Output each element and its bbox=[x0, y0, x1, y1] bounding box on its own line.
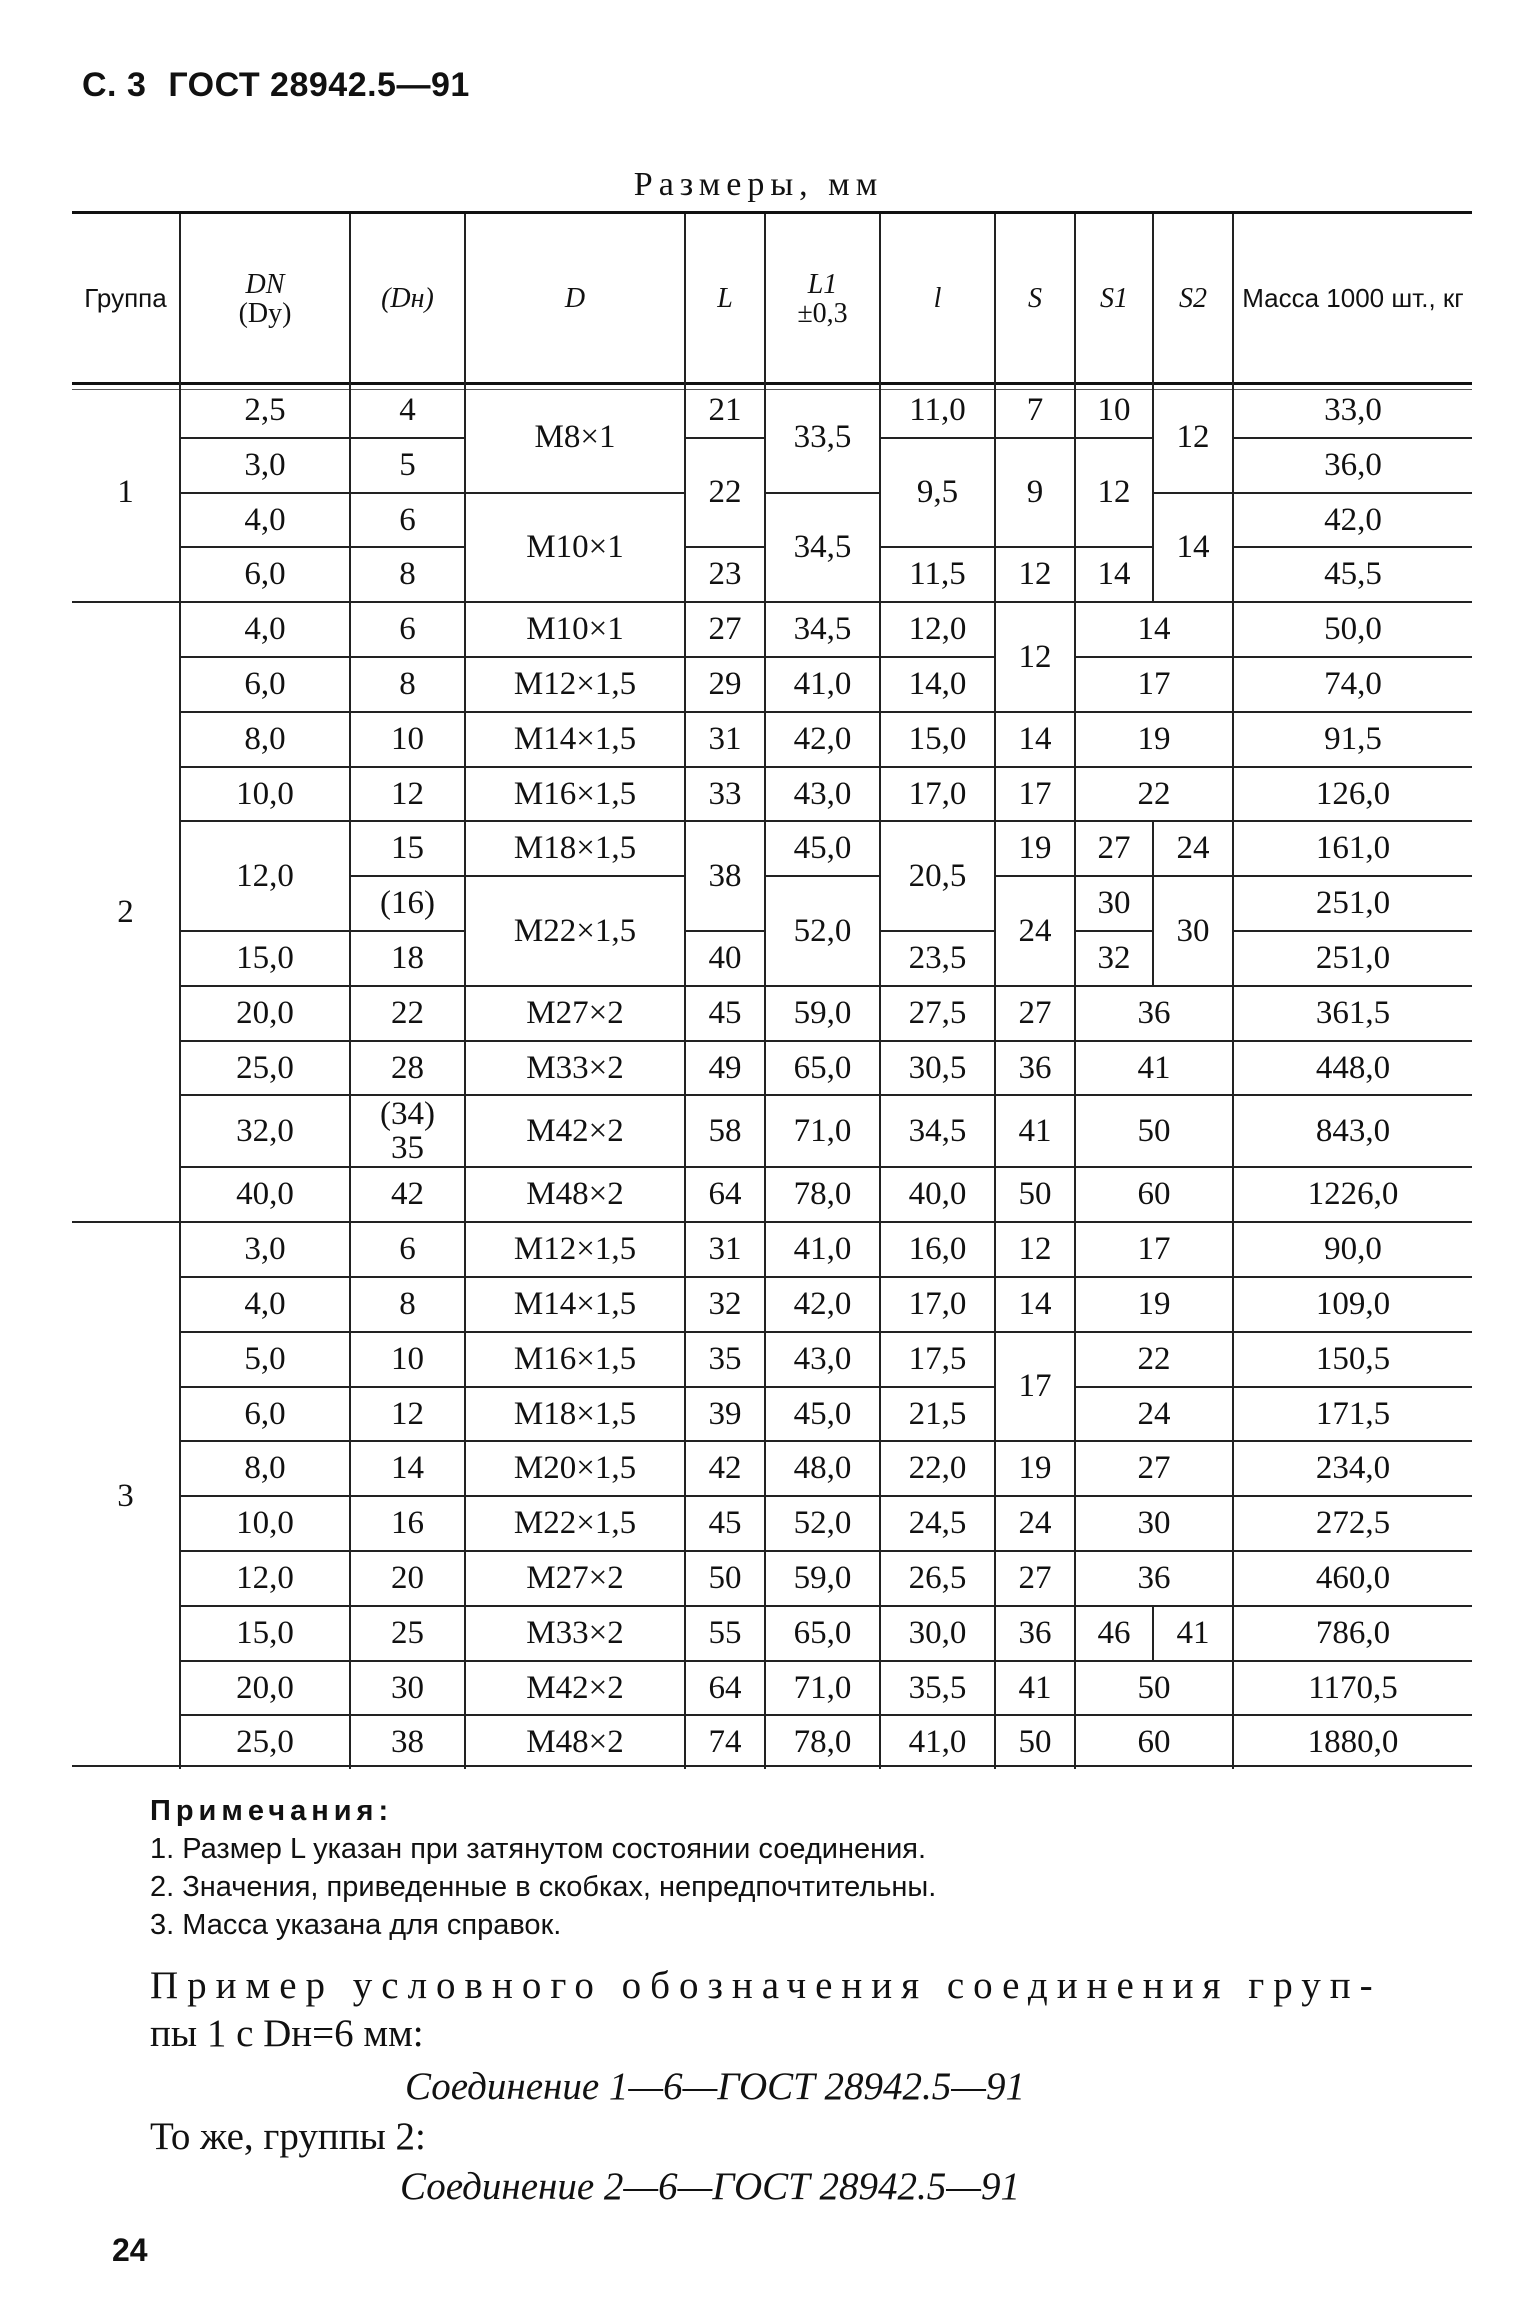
mass-cell: 1170,5 bbox=[1233, 1661, 1472, 1716]
s1-s2-cell: 30 bbox=[1075, 1496, 1233, 1551]
designation-example bbox=[150, 1962, 1470, 2058]
l1-cell: 41,0 bbox=[765, 657, 880, 712]
d-cell: M16×1,5 bbox=[465, 1332, 685, 1387]
mass-cell: 460,0 bbox=[1233, 1551, 1472, 1606]
l-small-cell: 17,0 bbox=[880, 767, 995, 822]
l1-cell: 45,0 bbox=[765, 1387, 880, 1442]
d-cell: M14×1,5 bbox=[465, 712, 685, 767]
dn-cell: 3,0 bbox=[180, 1222, 350, 1277]
s1-cell: 32 bbox=[1075, 931, 1153, 986]
notes-title: Примечания: bbox=[150, 1795, 394, 1827]
mass-cell: 251,0 bbox=[1233, 876, 1472, 931]
l-cap-cell: 64 bbox=[685, 1167, 765, 1222]
s1-s2-cell: 17 bbox=[1075, 1222, 1233, 1277]
l-small-cell: 23,5 bbox=[880, 931, 995, 986]
table-row bbox=[72, 1041, 1472, 1096]
s1-s2-cell: 27 bbox=[1075, 1441, 1233, 1496]
s2-cell: 41 bbox=[1153, 1606, 1233, 1661]
l1-cell: 59,0 bbox=[765, 1551, 880, 1606]
l1-cell: 42,0 bbox=[765, 712, 880, 767]
l1-cell: 52,0 bbox=[765, 1496, 880, 1551]
table-row bbox=[72, 1387, 1472, 1442]
table-row bbox=[72, 1441, 1472, 1496]
d-cell: M12×1,5 bbox=[465, 1222, 685, 1277]
note-item: 2. Значения, приведенные в скобках, непредпочтительны. bbox=[150, 1871, 937, 1903]
table-row bbox=[72, 602, 1472, 657]
dn-cell: 4,0 bbox=[180, 602, 350, 657]
d-cell: M27×2 bbox=[465, 986, 685, 1041]
l-small-cell: 11,5 bbox=[880, 547, 995, 602]
d-cell: M20×1,5 bbox=[465, 1441, 685, 1496]
mass-cell: 36,0 bbox=[1233, 438, 1472, 493]
s2-cell: 14 bbox=[1153, 493, 1233, 603]
table-row bbox=[72, 1095, 1472, 1167]
s1-s2-cell: 41 bbox=[1075, 1041, 1233, 1096]
same-group-2-label: То же, группы 2: bbox=[150, 2115, 426, 2158]
l1-cell: 59,0 bbox=[765, 986, 880, 1041]
d-cell: M48×2 bbox=[465, 1715, 685, 1769]
l-cap-cell: 49 bbox=[685, 1041, 765, 1096]
dh-cell: 25 bbox=[350, 1606, 465, 1661]
dn-cell: 20,0 bbox=[180, 1661, 350, 1716]
l-small-cell: 27,5 bbox=[880, 986, 995, 1041]
s1-s2-cell: 60 bbox=[1075, 1167, 1233, 1222]
l-small-cell: 16,0 bbox=[880, 1222, 995, 1277]
mass-cell: 150,5 bbox=[1233, 1332, 1472, 1387]
dh-cell: 15 bbox=[350, 821, 465, 876]
d-cell: M18×1,5 bbox=[465, 821, 685, 876]
l-cap-cell: 22 bbox=[685, 438, 765, 548]
table-row bbox=[72, 493, 1472, 548]
table-caption: Размеры, мм bbox=[633, 166, 884, 203]
table-row bbox=[72, 384, 1472, 438]
dh-cell: 30 bbox=[350, 1661, 465, 1716]
dh-cell: 28 bbox=[350, 1041, 465, 1096]
s1-cell: 10 bbox=[1075, 384, 1153, 438]
table-row bbox=[72, 1332, 1472, 1387]
s-cell: 17 bbox=[995, 1332, 1075, 1442]
l-cap-cell: 45 bbox=[685, 1496, 765, 1551]
l-cap-cell: 55 bbox=[685, 1606, 765, 1661]
mass-cell: 1226,0 bbox=[1233, 1167, 1472, 1222]
col-dn: DN (Dу) bbox=[180, 214, 350, 384]
l-small-cell: 30,5 bbox=[880, 1041, 995, 1096]
d-cell: M18×1,5 bbox=[465, 1387, 685, 1442]
dimensions-table bbox=[72, 214, 1472, 1769]
s-cell: 12 bbox=[995, 547, 1075, 602]
table-header-row bbox=[72, 214, 1472, 384]
l1-cell: 48,0 bbox=[765, 1441, 880, 1496]
group-cell: 2 bbox=[72, 602, 180, 1222]
mass-cell: 448,0 bbox=[1233, 1041, 1472, 1096]
dn-cell: 2,5 bbox=[180, 384, 350, 438]
dn-cell: 12,0 bbox=[180, 821, 350, 931]
dh-cell: 14 bbox=[350, 1441, 465, 1496]
s1-s2-cell: 22 bbox=[1075, 767, 1233, 822]
s-cell: 41 bbox=[995, 1661, 1075, 1716]
l1-cell: 41,0 bbox=[765, 1222, 880, 1277]
dh-cell: 6 bbox=[350, 602, 465, 657]
dh-cell: 42 bbox=[350, 1167, 465, 1222]
l1-cell: 65,0 bbox=[765, 1606, 880, 1661]
dn-cell: 6,0 bbox=[180, 1387, 350, 1442]
l-small-cell: 34,5 bbox=[880, 1095, 995, 1167]
table-row bbox=[72, 1222, 1472, 1277]
col-s: S bbox=[995, 214, 1075, 384]
s-cell: 12 bbox=[995, 602, 1075, 712]
dn-cell: 12,0 bbox=[180, 1551, 350, 1606]
note-item: 1. Размер L указан при затянутом состоянии соединения. bbox=[150, 1833, 927, 1865]
table-row bbox=[72, 1496, 1472, 1551]
s-cell: 50 bbox=[995, 1715, 1075, 1769]
dn-cell: 25,0 bbox=[180, 1715, 350, 1769]
l1-cell: 78,0 bbox=[765, 1715, 880, 1769]
table-row bbox=[72, 657, 1472, 712]
l-small-cell: 11,0 bbox=[880, 384, 995, 438]
l1-cell: 34,5 bbox=[765, 493, 880, 603]
s-cell: 36 bbox=[995, 1041, 1075, 1096]
l-cap-cell: 31 bbox=[685, 1222, 765, 1277]
mass-cell: 1880,0 bbox=[1233, 1715, 1472, 1769]
dh-value-alt: 35 bbox=[391, 1130, 424, 1167]
mass-cell: 272,5 bbox=[1233, 1496, 1472, 1551]
l-cap-cell: 35 bbox=[685, 1332, 765, 1387]
d-cell: M22×1,5 bbox=[465, 876, 685, 986]
s1-s2-cell: 14 bbox=[1075, 602, 1233, 657]
mass-cell: 843,0 bbox=[1233, 1095, 1472, 1167]
s-cell: 19 bbox=[995, 1441, 1075, 1496]
dh-cell: 18 bbox=[350, 931, 465, 986]
d-cell: M42×2 bbox=[465, 1661, 685, 1716]
dh-cell: 5 bbox=[350, 438, 465, 493]
dn-cell: 10,0 bbox=[180, 1496, 350, 1551]
l-small-cell: 12,0 bbox=[880, 602, 995, 657]
dn-cell: 6,0 bbox=[180, 657, 350, 712]
d-cell: M10×1 bbox=[465, 602, 685, 657]
l-small-cell: 15,0 bbox=[880, 712, 995, 767]
l-cap-cell: 74 bbox=[685, 1715, 765, 1769]
dn-cell: 5,0 bbox=[180, 1332, 350, 1387]
l1-cell: 78,0 bbox=[765, 1167, 880, 1222]
dh-cell: 16 bbox=[350, 1496, 465, 1551]
table-row bbox=[72, 767, 1472, 822]
l1-cell: 65,0 bbox=[765, 1041, 880, 1096]
dn-cell: 15,0 bbox=[180, 1606, 350, 1661]
mass-cell: 42,0 bbox=[1233, 493, 1472, 548]
d-cell: M8×1 bbox=[465, 384, 685, 493]
l-small-cell: 35,5 bbox=[880, 1661, 995, 1716]
col-l1: L1 ±0,3 bbox=[765, 214, 880, 384]
l-small-cell: 17,0 bbox=[880, 1277, 995, 1332]
dn-cell: 10,0 bbox=[180, 767, 350, 822]
l1-cell: 34,5 bbox=[765, 602, 880, 657]
dn-cell: 8,0 bbox=[180, 712, 350, 767]
dh-cell: 20 bbox=[350, 1551, 465, 1606]
s-cell: 24 bbox=[995, 1496, 1075, 1551]
s-cell: 12 bbox=[995, 1222, 1075, 1277]
d-cell: M16×1,5 bbox=[465, 767, 685, 822]
s1-s2-cell: 60 bbox=[1075, 1715, 1233, 1769]
mass-cell: 126,0 bbox=[1233, 767, 1472, 822]
d-cell: M22×1,5 bbox=[465, 1496, 685, 1551]
s1-s2-cell: 19 bbox=[1075, 712, 1233, 767]
running-head bbox=[82, 66, 470, 105]
col-s1: S1 bbox=[1075, 214, 1153, 384]
group-cell: 1 bbox=[117, 474, 134, 511]
l1-cell: 45,0 bbox=[765, 821, 880, 876]
dn-cell: 25,0 bbox=[180, 1041, 350, 1096]
s-cell: 9 bbox=[995, 438, 1075, 548]
table-row bbox=[72, 1167, 1472, 1222]
dn-cell: 4,0 bbox=[180, 1277, 350, 1332]
page-label: С. 3 bbox=[82, 66, 147, 104]
col-l-cap: L bbox=[685, 214, 765, 384]
col-s2: S2 bbox=[1153, 214, 1233, 384]
d-cell: M33×2 bbox=[465, 1041, 685, 1096]
l-small-cell: 20,5 bbox=[880, 821, 995, 931]
s1-s2-cell: 19 bbox=[1075, 1277, 1233, 1332]
s2-cell: 12 bbox=[1153, 384, 1233, 493]
mass-cell: 251,0 bbox=[1233, 931, 1472, 986]
dh-cell: 4 bbox=[350, 384, 465, 438]
group-cell: 3 bbox=[72, 1222, 180, 1769]
l1-cell: 71,0 bbox=[765, 1661, 880, 1716]
col-l-small: l bbox=[880, 214, 995, 384]
l1-cell: 43,0 bbox=[765, 1332, 880, 1387]
s-cell: 14 bbox=[995, 712, 1075, 767]
table-row bbox=[72, 1715, 1472, 1769]
s1-s2-cell: 17 bbox=[1075, 657, 1233, 712]
d-cell: M48×2 bbox=[465, 1167, 685, 1222]
table-row bbox=[72, 1606, 1472, 1661]
mass-cell: 91,5 bbox=[1233, 712, 1472, 767]
l-cap-cell: 23 bbox=[685, 547, 765, 602]
s1-s2-cell: 36 bbox=[1075, 986, 1233, 1041]
dh-cell: 6 bbox=[350, 493, 465, 548]
s1-s2-cell: 22 bbox=[1075, 1332, 1233, 1387]
l-small-cell: 40,0 bbox=[880, 1167, 995, 1222]
s1-cell: 14 bbox=[1075, 547, 1153, 602]
l-cap-cell: 42 bbox=[685, 1441, 765, 1496]
table-row bbox=[72, 986, 1472, 1041]
dh-value: (34) bbox=[380, 1095, 435, 1132]
example-lead-cont: пы 1 с Dн=6 мм: bbox=[150, 2012, 424, 2055]
dh-cell: 38 bbox=[350, 1715, 465, 1769]
s-cell: 41 bbox=[995, 1095, 1075, 1167]
s1-s2-cell: 24 bbox=[1075, 1387, 1233, 1442]
l1-cell: 43,0 bbox=[765, 767, 880, 822]
dh-cell: (16) bbox=[350, 876, 465, 931]
l-small-cell: 21,5 bbox=[880, 1387, 995, 1442]
dh-cell: 8 bbox=[350, 547, 465, 602]
s2-cell: 30 bbox=[1153, 876, 1233, 986]
s1-cell: 27 bbox=[1075, 821, 1153, 876]
l-cap-cell: 31 bbox=[685, 712, 765, 767]
table-row bbox=[72, 1551, 1472, 1606]
s-cell: 24 bbox=[995, 876, 1075, 986]
mass-cell: 786,0 bbox=[1233, 1606, 1472, 1661]
l-cap-cell: 64 bbox=[685, 1661, 765, 1716]
dn-cell: 40,0 bbox=[180, 1167, 350, 1222]
mass-cell: 90,0 bbox=[1233, 1222, 1472, 1277]
dn-cell: 4,0 bbox=[180, 493, 350, 548]
dn-cell: 32,0 bbox=[180, 1095, 350, 1167]
mass-cell: 361,5 bbox=[1233, 986, 1472, 1041]
notes-block bbox=[150, 1792, 936, 1944]
l1-cell: 52,0 bbox=[765, 876, 880, 986]
d-cell: M10×1 bbox=[465, 493, 685, 603]
mass-cell: 109,0 bbox=[1233, 1277, 1472, 1332]
s-cell: 36 bbox=[995, 1606, 1075, 1661]
s-cell: 27 bbox=[995, 1551, 1075, 1606]
l-small-cell: 41,0 bbox=[880, 1715, 995, 1769]
s1-cell: 30 bbox=[1075, 876, 1153, 931]
s-cell: 14 bbox=[995, 1277, 1075, 1332]
mass-cell: 161,0 bbox=[1233, 821, 1472, 876]
s1-cell: 12 bbox=[1075, 438, 1153, 548]
l-small-cell: 26,5 bbox=[880, 1551, 995, 1606]
d-cell: M42×2 bbox=[465, 1095, 685, 1167]
l-cap-cell: 50 bbox=[685, 1551, 765, 1606]
dn-cell: 6,0 bbox=[180, 547, 350, 602]
l-cap-cell: 39 bbox=[685, 1387, 765, 1442]
l-small-cell: 24,5 bbox=[880, 1496, 995, 1551]
dn-cell: 15,0 bbox=[180, 931, 350, 986]
l-small-cell: 14,0 bbox=[880, 657, 995, 712]
s-cell: 50 bbox=[995, 1167, 1075, 1222]
col-d: D bbox=[465, 214, 685, 384]
d-cell: M14×1,5 bbox=[465, 1277, 685, 1332]
s-cell: 19 bbox=[995, 821, 1075, 876]
s1-s2-cell: 50 bbox=[1075, 1095, 1233, 1167]
dh-cell: 10 bbox=[350, 712, 465, 767]
mass-cell: 33,0 bbox=[1233, 384, 1472, 438]
mass-cell: 45,5 bbox=[1233, 547, 1472, 602]
col-mass: Масса 1000 шт., кг bbox=[1233, 214, 1472, 384]
s-cell: 17 bbox=[995, 767, 1075, 822]
l-cap-cell: 33 bbox=[685, 767, 765, 822]
table-row bbox=[72, 1661, 1472, 1716]
l1-cell: 42,0 bbox=[765, 1277, 880, 1332]
designation-group-2: Соединение 2—6—ГОСТ 28942.5—91 bbox=[400, 2165, 1020, 2208]
l-small-cell: 22,0 bbox=[880, 1441, 995, 1496]
l-cap-cell: 29 bbox=[685, 657, 765, 712]
example-lead: Пример условного обозначения соединения груп- bbox=[150, 1964, 1382, 2007]
mass-cell: 171,5 bbox=[1233, 1387, 1472, 1442]
table-row bbox=[72, 821, 1472, 876]
dh-cell: 12 bbox=[350, 767, 465, 822]
dh-cell: 8 bbox=[350, 1277, 465, 1332]
s1-s2-cell: 50 bbox=[1075, 1661, 1233, 1716]
l-cap-cell: 58 bbox=[685, 1095, 765, 1167]
l1-cell: 33,5 bbox=[765, 384, 880, 493]
standard-code: ГОСТ 28942.5—91 bbox=[168, 66, 470, 104]
l-cap-cell: 32 bbox=[685, 1277, 765, 1332]
dn-cell: 8,0 bbox=[180, 1441, 350, 1496]
l-small-cell: 17,5 bbox=[880, 1332, 995, 1387]
dn-cell: 20,0 bbox=[180, 986, 350, 1041]
dh-cell: 22 bbox=[350, 986, 465, 1041]
dh-cell: 10 bbox=[350, 1332, 465, 1387]
mass-cell: 74,0 bbox=[1233, 657, 1472, 712]
s-cell: 7 bbox=[995, 384, 1075, 438]
l-small-cell: 9,5 bbox=[880, 438, 995, 548]
l1-cell: 71,0 bbox=[765, 1095, 880, 1167]
s1-s2-cell: 36 bbox=[1075, 1551, 1233, 1606]
l-cap-cell: 21 bbox=[685, 384, 765, 438]
col-group: Группа bbox=[84, 283, 167, 314]
page-number: 24 bbox=[112, 2232, 148, 2268]
l-small-cell: 30,0 bbox=[880, 1606, 995, 1661]
designation-group-1: Соединение 1—6—ГОСТ 28942.5—91 bbox=[405, 2065, 1025, 2108]
note-item: 3. Масса указана для справок. bbox=[150, 1909, 562, 1941]
s-cell: 27 bbox=[995, 986, 1075, 1041]
dh-cell: 6 bbox=[350, 1222, 465, 1277]
d-cell: M33×2 bbox=[465, 1606, 685, 1661]
dn-cell: 3,0 bbox=[180, 438, 350, 493]
l-cap-cell: 27 bbox=[685, 602, 765, 657]
table-row bbox=[72, 712, 1472, 767]
l-cap-cell: 38 bbox=[685, 821, 765, 931]
table-row bbox=[72, 1277, 1472, 1332]
dh-cell bbox=[350, 1095, 465, 1167]
d-cell: M27×2 bbox=[465, 1551, 685, 1606]
s1-cell: 46 bbox=[1075, 1606, 1153, 1661]
l-cap-cell: 40 bbox=[685, 931, 765, 986]
col-dh: (Dн) bbox=[350, 214, 465, 384]
mass-cell: 234,0 bbox=[1233, 1441, 1472, 1496]
dh-cell: 8 bbox=[350, 657, 465, 712]
d-cell: M12×1,5 bbox=[465, 657, 685, 712]
s2-cell: 24 bbox=[1153, 821, 1233, 876]
dh-cell: 12 bbox=[350, 1387, 465, 1442]
mass-cell: 50,0 bbox=[1233, 602, 1472, 657]
l-cap-cell: 45 bbox=[685, 986, 765, 1041]
